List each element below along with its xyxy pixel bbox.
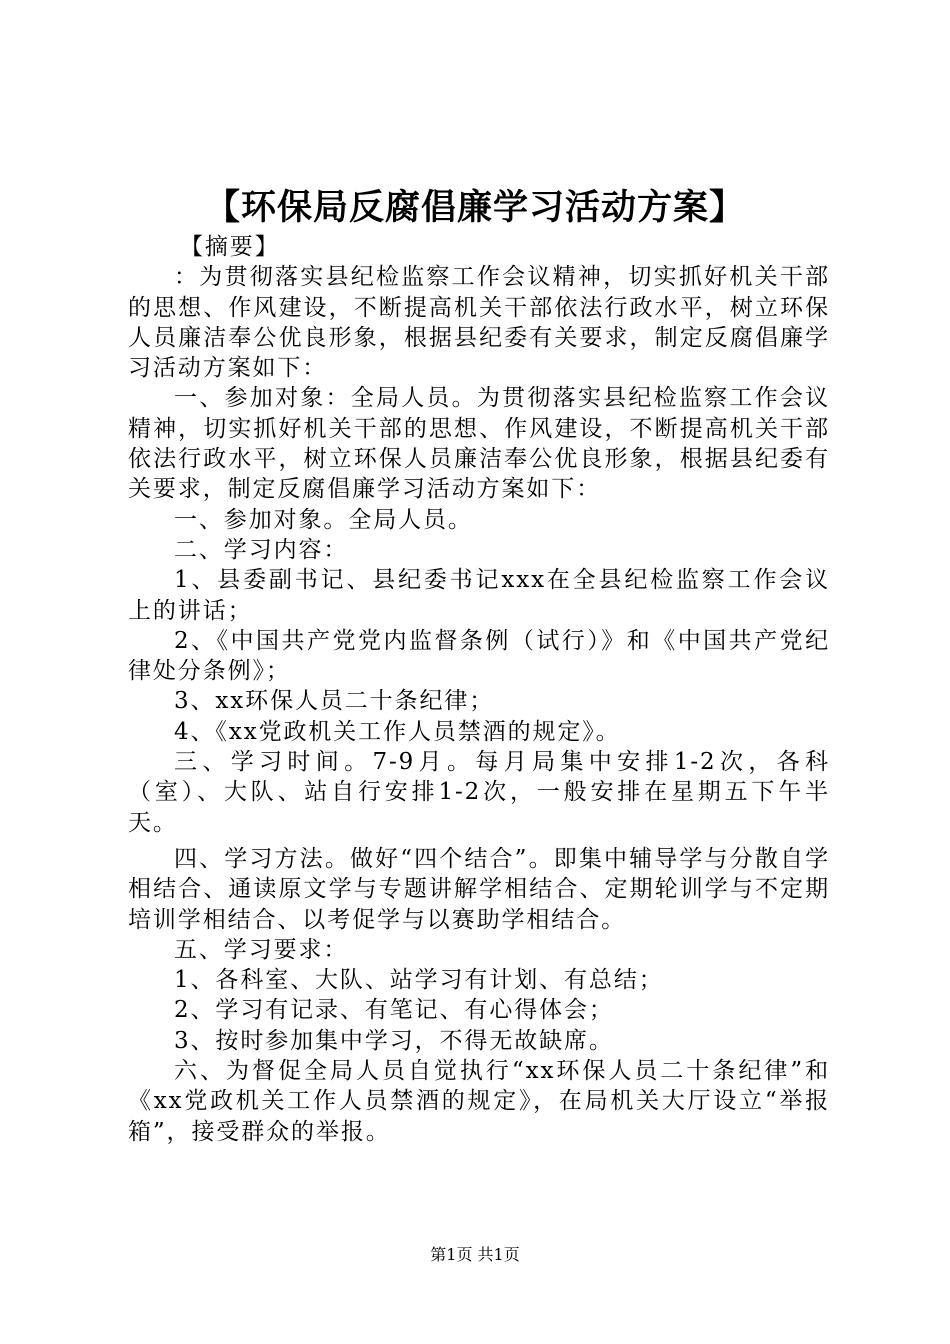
paragraph-participants: 一、参加对象。全局人员。 [174, 506, 473, 533]
list-item-content-1: 1、县委副书记、县纪委书记xxx在全县纪检监察工作会议上的讲话； [128, 567, 830, 624]
list-item-content-4: 4、《xx党政机关工作人员禁酒的规定》。 [174, 718, 621, 745]
page-footer: 第1页 共1页 [430, 1245, 520, 1264]
document-title: 【环保局反腐倡廉学习活动方案】 [204, 188, 745, 228]
paragraph-study-method: 四、学习方法。做好“四个结合”。即集中辅导学与分散自学相结合、通读原文学与专题讲解学相结合、定期轮训学与不定期培训学相结合、以考促学与以赛助学相结合。 [128, 845, 830, 933]
paragraph-report-box: 六、为督促全局人员自觉执行“xx环保人员二十条纪律”和《xx党政机关工作人员禁酒的规定》，在局机关大厅设立“举报箱”，接受群众的举报。 [128, 1058, 830, 1145]
paragraph-requirements-heading: 五、学习要求： [174, 936, 349, 963]
list-item-requirement-1: 1、各科室、大队、站学习有计划、有总结； [174, 967, 664, 994]
list-item-content-3: 3、xx环保人员二十条纪律； [174, 688, 495, 715]
list-item-requirement-3: 3、按时参加集中学习，不得无故缺席。 [174, 1027, 614, 1054]
abstract-label: 【摘要】 [180, 234, 280, 260]
paragraph-intro: ：为贯彻落实县纪检监察工作会议精神，切实抓好机关干部的思想、作风建设，不断提高机关干部依法行政水平，树立环保人员廉洁奉公优良形象，根据县纪委有关要求，制定反腐倡廉学习活动方案如下： [128, 264, 830, 382]
document-body [128, 232, 830, 1147]
paragraph-participants-full: 一、参加对象：全局人员。为贯彻落实县纪检监察工作会议精神，切实抓好机关干部的思想、作风建设，不断提高机关干部依法行政水平，树立环保人员廉洁奉公优良形象，根据县纪委有关要求，制定反腐倡廉学习活动方案如下： [128, 385, 830, 503]
paragraph-study-time: 三、学习时间。7-9月。每月局集中安排1-2次，各科（室）、大队、站自行安排1-2次，一般安排在星期五下午半天。 [128, 749, 830, 836]
list-item-content-2: 2、《中国共产党党内监督条例（试行）》和《中国共产党纪律处分条例》； [128, 627, 830, 685]
paragraph-content-heading: 二、学习内容： [174, 536, 349, 563]
list-item-requirement-2: 2、学习有记录、有笔记、有心得体会； [174, 997, 614, 1024]
